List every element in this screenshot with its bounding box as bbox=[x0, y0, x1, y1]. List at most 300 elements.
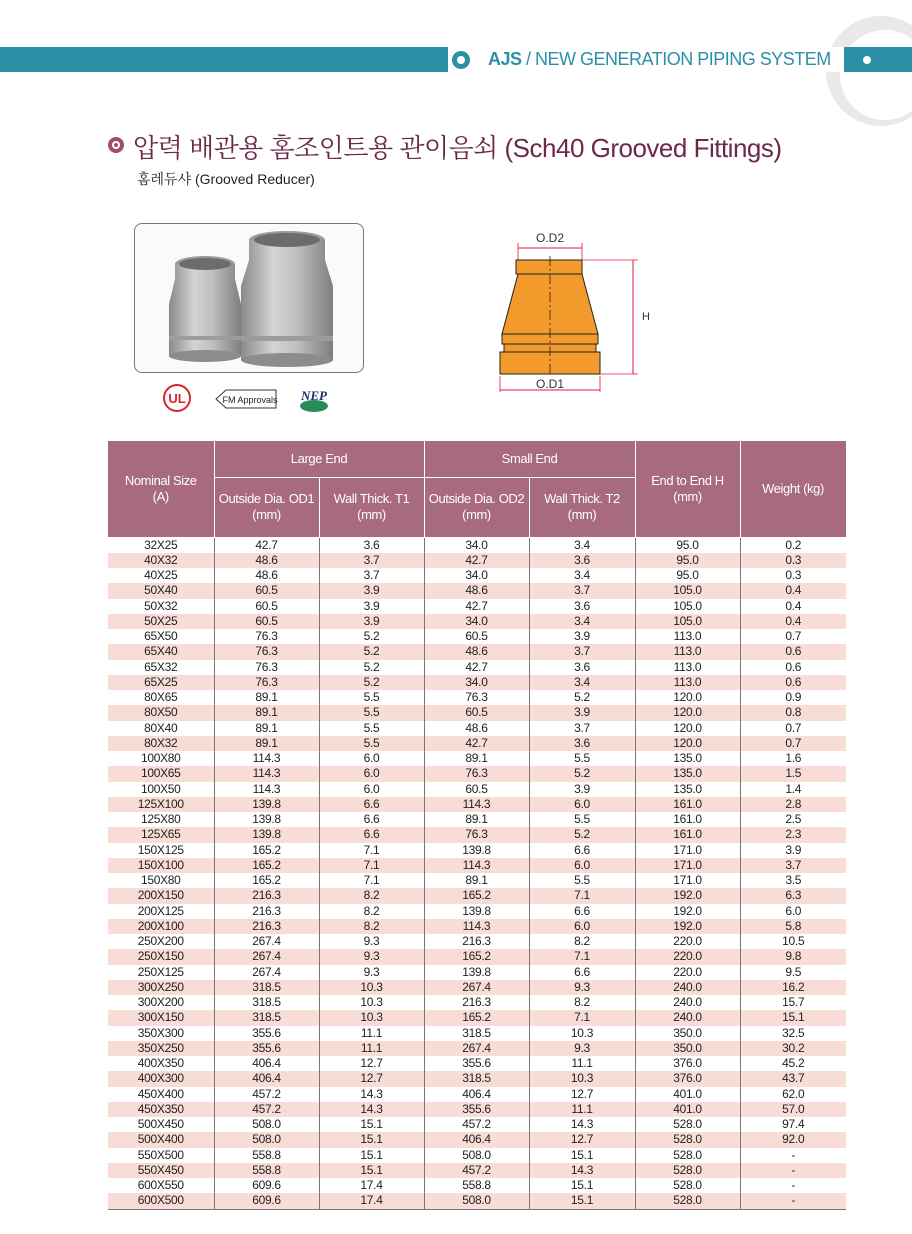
table-row bbox=[108, 888, 846, 903]
cell-t2: 10.3 bbox=[529, 1026, 635, 1041]
cell-weight: 0.6 bbox=[740, 675, 846, 690]
cell-end-to-end: 240.0 bbox=[635, 995, 740, 1010]
header-end-to-end: End to End H (mm) bbox=[635, 441, 740, 537]
cell-nominal-size: 550X500 bbox=[108, 1148, 214, 1163]
cell-nominal-size: 65X40 bbox=[108, 644, 214, 659]
cell-od1: 76.3 bbox=[214, 675, 319, 690]
cell-t1: 10.3 bbox=[319, 1010, 424, 1025]
cell-end-to-end: 120.0 bbox=[635, 705, 740, 720]
table-row bbox=[108, 1102, 846, 1117]
cell-od2: 60.5 bbox=[424, 629, 529, 644]
table-row bbox=[108, 1148, 846, 1163]
cell-od1: 60.5 bbox=[214, 583, 319, 598]
cell-end-to-end: 161.0 bbox=[635, 827, 740, 842]
cell-od2: 114.3 bbox=[424, 858, 529, 873]
cell-t1: 17.4 bbox=[319, 1193, 424, 1209]
cell-nominal-size: 50X25 bbox=[108, 614, 214, 629]
cell-t1: 8.2 bbox=[319, 919, 424, 934]
cell-weight: 1.6 bbox=[740, 751, 846, 766]
header-t2: Wall Thick. T2 (mm) bbox=[529, 477, 635, 537]
cell-od1: 139.8 bbox=[214, 797, 319, 812]
table-row bbox=[108, 1132, 846, 1147]
cell-nominal-size: 450X400 bbox=[108, 1087, 214, 1102]
cell-end-to-end: 171.0 bbox=[635, 858, 740, 873]
cell-t2: 3.6 bbox=[529, 599, 635, 614]
cell-nominal-size: 350X250 bbox=[108, 1041, 214, 1056]
cell-end-to-end: 350.0 bbox=[635, 1026, 740, 1041]
cell-t1: 6.6 bbox=[319, 812, 424, 827]
cell-weight: 9.8 bbox=[740, 949, 846, 964]
cell-t1: 5.2 bbox=[319, 629, 424, 644]
cell-end-to-end: 161.0 bbox=[635, 812, 740, 827]
cell-od2: 60.5 bbox=[424, 705, 529, 720]
cell-od2: 48.6 bbox=[424, 721, 529, 736]
cell-weight: 0.3 bbox=[740, 568, 846, 583]
cell-t1: 15.1 bbox=[319, 1117, 424, 1132]
cell-od2: 508.0 bbox=[424, 1148, 529, 1163]
cell-od2: 34.0 bbox=[424, 537, 529, 553]
cell-t2: 15.1 bbox=[529, 1178, 635, 1193]
cell-weight: 9.5 bbox=[740, 965, 846, 980]
cell-t1: 11.1 bbox=[319, 1026, 424, 1041]
cell-t2: 15.1 bbox=[529, 1148, 635, 1163]
cell-weight: - bbox=[740, 1148, 846, 1163]
cell-nominal-size: 125X100 bbox=[108, 797, 214, 812]
cell-nominal-size: 100X65 bbox=[108, 766, 214, 781]
table-row bbox=[108, 949, 846, 964]
cell-nominal-size: 80X40 bbox=[108, 721, 214, 736]
cell-od2: 165.2 bbox=[424, 949, 529, 964]
cell-od1: 318.5 bbox=[214, 1010, 319, 1025]
cell-weight: 0.3 bbox=[740, 553, 846, 568]
cell-od1: 609.6 bbox=[214, 1193, 319, 1209]
cell-od1: 76.3 bbox=[214, 629, 319, 644]
cell-t1: 9.3 bbox=[319, 934, 424, 949]
table-row bbox=[108, 537, 846, 553]
cell-t1: 5.5 bbox=[319, 736, 424, 751]
cell-od1: 508.0 bbox=[214, 1117, 319, 1132]
cell-weight: 5.8 bbox=[740, 919, 846, 934]
cell-od1: 48.6 bbox=[214, 553, 319, 568]
cell-end-to-end: 95.0 bbox=[635, 553, 740, 568]
table-row bbox=[108, 827, 846, 842]
cell-t1: 12.7 bbox=[319, 1056, 424, 1071]
cell-od1: 89.1 bbox=[214, 690, 319, 705]
cell-od2: 48.6 bbox=[424, 644, 529, 659]
cell-weight: 2.8 bbox=[740, 797, 846, 812]
cell-od1: 508.0 bbox=[214, 1132, 319, 1147]
cell-t2: 3.6 bbox=[529, 736, 635, 751]
cell-od1: 165.2 bbox=[214, 858, 319, 873]
table-row bbox=[108, 873, 846, 888]
cell-nominal-size: 250X125 bbox=[108, 965, 214, 980]
cell-nominal-size: 150X125 bbox=[108, 843, 214, 858]
cell-t1: 11.1 bbox=[319, 1041, 424, 1056]
cell-t1: 3.7 bbox=[319, 568, 424, 583]
cell-od1: 267.4 bbox=[214, 965, 319, 980]
cell-weight: 6.3 bbox=[740, 888, 846, 903]
cell-t2: 5.2 bbox=[529, 766, 635, 781]
cell-t2: 3.4 bbox=[529, 568, 635, 583]
cell-weight: 0.9 bbox=[740, 690, 846, 705]
cell-nominal-size: 40X25 bbox=[108, 568, 214, 583]
cell-od1: 60.5 bbox=[214, 614, 319, 629]
brand-name: AJS bbox=[488, 49, 522, 69]
cell-od2: 114.3 bbox=[424, 919, 529, 934]
cell-end-to-end: 220.0 bbox=[635, 949, 740, 964]
header-small-end: Small End bbox=[424, 441, 635, 477]
cell-weight: 3.5 bbox=[740, 873, 846, 888]
cell-weight: 0.6 bbox=[740, 644, 846, 659]
cell-od2: 267.4 bbox=[424, 980, 529, 995]
cell-t1: 6.0 bbox=[319, 751, 424, 766]
cell-t1: 6.0 bbox=[319, 766, 424, 781]
table-row bbox=[108, 614, 846, 629]
cell-od2: 89.1 bbox=[424, 812, 529, 827]
cell-end-to-end: 113.0 bbox=[635, 644, 740, 659]
table-row bbox=[108, 1193, 846, 1209]
cell-nominal-size: 450X350 bbox=[108, 1102, 214, 1117]
cell-end-to-end: 105.0 bbox=[635, 614, 740, 629]
cell-od1: 114.3 bbox=[214, 766, 319, 781]
table-row bbox=[108, 1056, 846, 1071]
cell-od1: 165.2 bbox=[214, 843, 319, 858]
reducer-dimension-diagram bbox=[490, 226, 660, 406]
cell-od1: 139.8 bbox=[214, 827, 319, 842]
cell-t1: 3.9 bbox=[319, 614, 424, 629]
cell-end-to-end: 135.0 bbox=[635, 766, 740, 781]
cell-nominal-size: 100X80 bbox=[108, 751, 214, 766]
cell-nominal-size: 150X100 bbox=[108, 858, 214, 873]
cell-weight: 32.5 bbox=[740, 1026, 846, 1041]
table-row bbox=[108, 1041, 846, 1056]
cell-t2: 12.7 bbox=[529, 1132, 635, 1147]
header-weight: Weight (kg) bbox=[740, 441, 846, 537]
cell-weight: 43.7 bbox=[740, 1071, 846, 1086]
cell-weight: 45.2 bbox=[740, 1056, 846, 1071]
cell-t2: 3.4 bbox=[529, 537, 635, 553]
cell-weight: - bbox=[740, 1178, 846, 1193]
table-row bbox=[108, 644, 846, 659]
cell-od2: 42.7 bbox=[424, 660, 529, 675]
table-row bbox=[108, 660, 846, 675]
cell-t2: 3.4 bbox=[529, 614, 635, 629]
cell-weight: 0.7 bbox=[740, 736, 846, 751]
cell-nominal-size: 200X125 bbox=[108, 904, 214, 919]
table-row bbox=[108, 934, 846, 949]
cell-od2: 165.2 bbox=[424, 1010, 529, 1025]
cell-od2: 76.3 bbox=[424, 690, 529, 705]
cell-od1: 89.1 bbox=[214, 736, 319, 751]
cell-nominal-size: 100X50 bbox=[108, 782, 214, 797]
cell-od2: 139.8 bbox=[424, 843, 529, 858]
cell-t1: 5.2 bbox=[319, 675, 424, 690]
cell-nominal-size: 550X450 bbox=[108, 1163, 214, 1178]
cell-od2: 89.1 bbox=[424, 873, 529, 888]
cell-od2: 457.2 bbox=[424, 1117, 529, 1132]
fm-logo-text: FM Approvals bbox=[222, 395, 278, 405]
cell-nominal-size: 50X32 bbox=[108, 599, 214, 614]
cell-end-to-end: 220.0 bbox=[635, 965, 740, 980]
cell-t1: 6.0 bbox=[319, 782, 424, 797]
cell-od1: 216.3 bbox=[214, 888, 319, 903]
cell-t2: 11.1 bbox=[529, 1056, 635, 1071]
table-row bbox=[108, 1087, 846, 1102]
table-row bbox=[108, 1178, 846, 1193]
cell-nominal-size: 600X500 bbox=[108, 1193, 214, 1209]
cell-end-to-end: 161.0 bbox=[635, 797, 740, 812]
title-bullet-icon bbox=[108, 137, 124, 153]
cell-od2: 318.5 bbox=[424, 1026, 529, 1041]
cell-end-to-end: 171.0 bbox=[635, 843, 740, 858]
cell-t2: 6.0 bbox=[529, 858, 635, 873]
cell-od2: 267.4 bbox=[424, 1041, 529, 1056]
cell-weight: 0.2 bbox=[740, 537, 846, 553]
cell-t1: 6.6 bbox=[319, 827, 424, 842]
table-row bbox=[108, 1010, 846, 1025]
cell-t2: 14.3 bbox=[529, 1163, 635, 1178]
cell-weight: 57.0 bbox=[740, 1102, 846, 1117]
table-row bbox=[108, 919, 846, 934]
cell-nominal-size: 400X300 bbox=[108, 1071, 214, 1086]
cell-t2: 7.1 bbox=[529, 1010, 635, 1025]
table-row bbox=[108, 797, 846, 812]
table-row bbox=[108, 782, 846, 797]
cell-end-to-end: 401.0 bbox=[635, 1102, 740, 1117]
cell-t2: 5.5 bbox=[529, 751, 635, 766]
table-row bbox=[108, 965, 846, 980]
cell-od2: 42.7 bbox=[424, 736, 529, 751]
cell-nominal-size: 40X32 bbox=[108, 553, 214, 568]
fm-approvals-logo-icon bbox=[214, 388, 278, 413]
cell-t2: 3.6 bbox=[529, 660, 635, 675]
cell-od1: 406.4 bbox=[214, 1056, 319, 1071]
cell-t1: 17.4 bbox=[319, 1178, 424, 1193]
cell-weight: 0.7 bbox=[740, 721, 846, 736]
cell-weight: 3.9 bbox=[740, 843, 846, 858]
cell-weight: - bbox=[740, 1193, 846, 1209]
cell-t2: 3.4 bbox=[529, 675, 635, 690]
cell-weight: 2.5 bbox=[740, 812, 846, 827]
cell-nominal-size: 65X50 bbox=[108, 629, 214, 644]
header-od1: Outside Dia. OD1 (mm) bbox=[214, 477, 319, 537]
ul-logo-icon bbox=[162, 383, 192, 416]
cell-od1: 114.3 bbox=[214, 782, 319, 797]
cell-weight: 15.1 bbox=[740, 1010, 846, 1025]
cell-od1: 89.1 bbox=[214, 705, 319, 720]
cell-t2: 8.2 bbox=[529, 934, 635, 949]
cell-t2: 5.2 bbox=[529, 827, 635, 842]
cell-t2: 3.7 bbox=[529, 583, 635, 598]
cell-od2: 48.6 bbox=[424, 583, 529, 598]
cell-end-to-end: 120.0 bbox=[635, 690, 740, 705]
cell-od1: 216.3 bbox=[214, 919, 319, 934]
table-row bbox=[108, 583, 846, 598]
cell-end-to-end: 113.0 bbox=[635, 660, 740, 675]
cell-t1: 15.1 bbox=[319, 1148, 424, 1163]
cell-od1: 114.3 bbox=[214, 751, 319, 766]
cell-end-to-end: 240.0 bbox=[635, 980, 740, 995]
cell-od1: 355.6 bbox=[214, 1041, 319, 1056]
cell-end-to-end: 120.0 bbox=[635, 736, 740, 751]
cell-od2: 216.3 bbox=[424, 995, 529, 1010]
cell-end-to-end: 105.0 bbox=[635, 583, 740, 598]
reducer-photo-icon bbox=[135, 224, 363, 372]
cell-od1: 48.6 bbox=[214, 568, 319, 583]
header-od2: Outside Dia. OD2 (mm) bbox=[424, 477, 529, 537]
cell-t2: 6.6 bbox=[529, 965, 635, 980]
cell-end-to-end: 95.0 bbox=[635, 537, 740, 553]
cell-od2: 355.6 bbox=[424, 1102, 529, 1117]
cell-t1: 8.2 bbox=[319, 904, 424, 919]
cell-od1: 318.5 bbox=[214, 995, 319, 1010]
nep-logo-icon bbox=[298, 384, 330, 417]
cell-weight: 0.4 bbox=[740, 614, 846, 629]
od1-label: O.D1 bbox=[535, 377, 565, 391]
cell-nominal-size: 250X200 bbox=[108, 934, 214, 949]
cell-nominal-size: 32X25 bbox=[108, 537, 214, 553]
cell-nominal-size: 300X150 bbox=[108, 1010, 214, 1025]
table-row bbox=[108, 904, 846, 919]
cell-t1: 7.1 bbox=[319, 873, 424, 888]
cell-end-to-end: 528.0 bbox=[635, 1163, 740, 1178]
header-large-end: Large End bbox=[214, 441, 424, 477]
cell-weight: 15.7 bbox=[740, 995, 846, 1010]
cell-od1: 42.7 bbox=[214, 537, 319, 553]
cell-nominal-size: 150X80 bbox=[108, 873, 214, 888]
cell-nominal-size: 65X32 bbox=[108, 660, 214, 675]
cell-t2: 5.5 bbox=[529, 873, 635, 888]
cell-end-to-end: 220.0 bbox=[635, 934, 740, 949]
header-nominal-size: Nominal Size (A) bbox=[108, 441, 214, 537]
brand-tagline: / NEW GENERATION PIPING SYSTEM bbox=[521, 49, 831, 69]
cell-t1: 5.2 bbox=[319, 644, 424, 659]
cell-t2: 12.7 bbox=[529, 1087, 635, 1102]
cell-end-to-end: 376.0 bbox=[635, 1056, 740, 1071]
cell-weight: 0.7 bbox=[740, 629, 846, 644]
cell-end-to-end: 528.0 bbox=[635, 1117, 740, 1132]
cell-t2: 15.1 bbox=[529, 1193, 635, 1209]
cell-weight: 16.2 bbox=[740, 980, 846, 995]
cell-t2: 3.7 bbox=[529, 644, 635, 659]
cell-t1: 5.2 bbox=[319, 660, 424, 675]
cell-t2: 11.1 bbox=[529, 1102, 635, 1117]
cell-end-to-end: 528.0 bbox=[635, 1132, 740, 1147]
cell-od2: 76.3 bbox=[424, 827, 529, 842]
cell-od1: 267.4 bbox=[214, 949, 319, 964]
cell-od2: 406.4 bbox=[424, 1132, 529, 1147]
cell-end-to-end: 528.0 bbox=[635, 1193, 740, 1209]
cell-nominal-size: 65X25 bbox=[108, 675, 214, 690]
cell-od1: 89.1 bbox=[214, 721, 319, 736]
cell-t1: 15.1 bbox=[319, 1132, 424, 1147]
table-row bbox=[108, 568, 846, 583]
page-title: 압력 배관용 홈조인트용 관이음쇠 (Sch40 Grooved Fittings) bbox=[133, 133, 782, 163]
cell-t2: 6.6 bbox=[529, 904, 635, 919]
cell-t1: 9.3 bbox=[319, 965, 424, 980]
cell-od2: 139.8 bbox=[424, 904, 529, 919]
table-row bbox=[108, 766, 846, 781]
cell-t1: 5.5 bbox=[319, 705, 424, 720]
cell-end-to-end: 240.0 bbox=[635, 1010, 740, 1025]
cell-od2: 76.3 bbox=[424, 766, 529, 781]
cell-od2: 34.0 bbox=[424, 614, 529, 629]
cell-nominal-size: 80X32 bbox=[108, 736, 214, 751]
spec-table bbox=[108, 441, 847, 1210]
cell-t2: 10.3 bbox=[529, 1071, 635, 1086]
cell-weight: 1.4 bbox=[740, 782, 846, 797]
cell-od1: 76.3 bbox=[214, 644, 319, 659]
cell-weight: 0.6 bbox=[740, 660, 846, 675]
cell-od1: 60.5 bbox=[214, 599, 319, 614]
cell-weight: 92.0 bbox=[740, 1132, 846, 1147]
table-row bbox=[108, 629, 846, 644]
cell-od1: 318.5 bbox=[214, 980, 319, 995]
cell-t1: 6.6 bbox=[319, 797, 424, 812]
cell-od1: 457.2 bbox=[214, 1087, 319, 1102]
cell-t2: 5.5 bbox=[529, 812, 635, 827]
header-dot-icon-right bbox=[858, 51, 876, 69]
cell-weight: 62.0 bbox=[740, 1087, 846, 1102]
cell-t1: 8.2 bbox=[319, 888, 424, 903]
table-row bbox=[108, 980, 846, 995]
cell-od1: 355.6 bbox=[214, 1026, 319, 1041]
cell-end-to-end: 401.0 bbox=[635, 1087, 740, 1102]
height-label: H bbox=[642, 311, 650, 323]
cell-t2: 5.2 bbox=[529, 690, 635, 705]
cell-od1: 558.8 bbox=[214, 1148, 319, 1163]
cell-od1: 165.2 bbox=[214, 873, 319, 888]
ul-logo-text: UL bbox=[168, 391, 186, 406]
cell-end-to-end: 113.0 bbox=[635, 675, 740, 690]
cell-t1: 7.1 bbox=[319, 843, 424, 858]
table-row bbox=[108, 858, 846, 873]
page-subtitle: 홈레듀샤 (Grooved Reducer) bbox=[137, 171, 315, 187]
nep-logo-text: NEP bbox=[301, 388, 327, 403]
cell-t2: 9.3 bbox=[529, 980, 635, 995]
cell-t2: 7.1 bbox=[529, 888, 635, 903]
cell-nominal-size: 250X150 bbox=[108, 949, 214, 964]
cell-nominal-size: 350X300 bbox=[108, 1026, 214, 1041]
cell-weight: 1.5 bbox=[740, 766, 846, 781]
cell-nominal-size: 500X450 bbox=[108, 1117, 214, 1132]
cell-nominal-size: 500X400 bbox=[108, 1132, 214, 1147]
table-row bbox=[108, 1117, 846, 1132]
cell-od1: 267.4 bbox=[214, 934, 319, 949]
cell-od2: 60.5 bbox=[424, 782, 529, 797]
header-dot-icon bbox=[452, 51, 470, 69]
cell-od2: 216.3 bbox=[424, 934, 529, 949]
cell-t1: 10.3 bbox=[319, 995, 424, 1010]
cell-od1: 216.3 bbox=[214, 904, 319, 919]
table-row bbox=[108, 751, 846, 766]
spec-table-body bbox=[108, 537, 846, 1209]
cell-t2: 3.6 bbox=[529, 553, 635, 568]
cell-t1: 5.5 bbox=[319, 690, 424, 705]
cell-end-to-end: 135.0 bbox=[635, 782, 740, 797]
cell-end-to-end: 192.0 bbox=[635, 888, 740, 903]
cell-weight: 0.8 bbox=[740, 705, 846, 720]
cell-weight: 2.3 bbox=[740, 827, 846, 842]
cell-end-to-end: 528.0 bbox=[635, 1148, 740, 1163]
cell-t2: 6.0 bbox=[529, 919, 635, 934]
cell-end-to-end: 192.0 bbox=[635, 919, 740, 934]
cell-end-to-end: 376.0 bbox=[635, 1071, 740, 1086]
cell-end-to-end: 135.0 bbox=[635, 751, 740, 766]
cell-t2: 3.9 bbox=[529, 782, 635, 797]
cell-od2: 34.0 bbox=[424, 568, 529, 583]
cell-t1: 7.1 bbox=[319, 858, 424, 873]
